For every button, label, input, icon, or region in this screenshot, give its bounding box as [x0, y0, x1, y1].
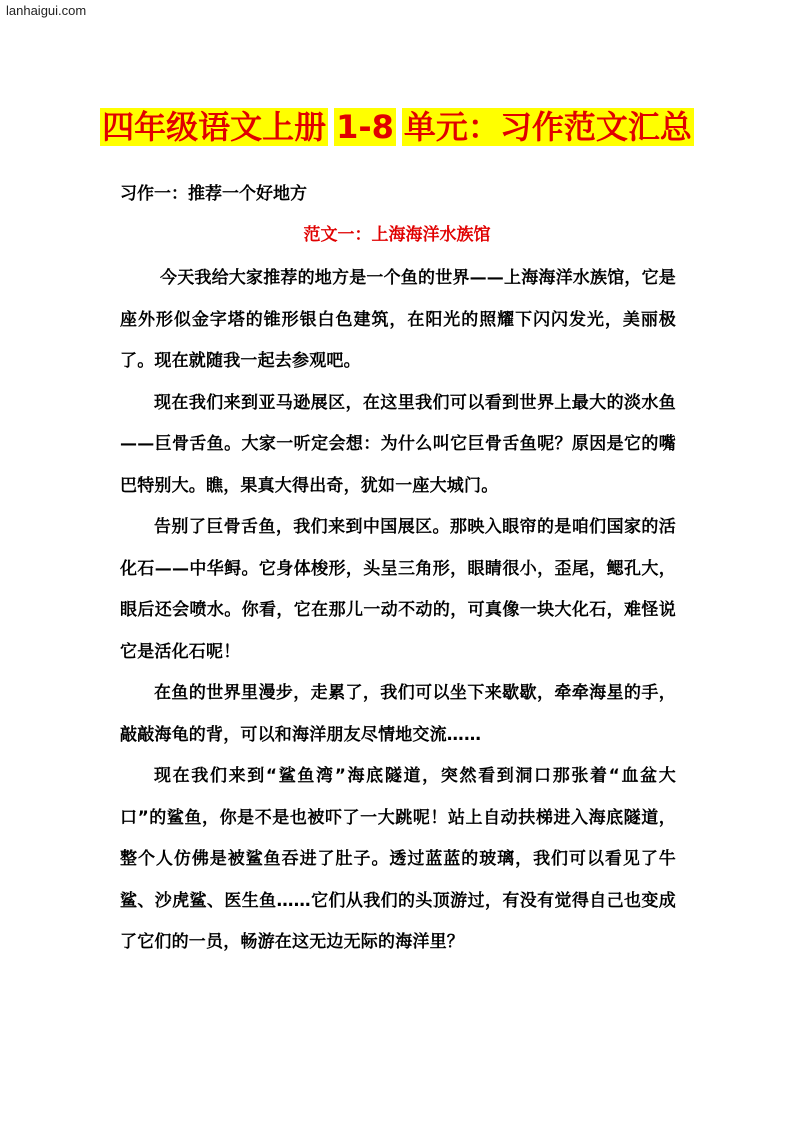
paragraph-5: 现在我们来到“鲨鱼湾”海底隧道，突然看到洞口那张着“血盆大口”的鲨鱼，你是不是也被吓了一大跳呢！站上自动扶梯进入海底隧道，整个人仿佛是被鲨鱼吞进了肚子。透过蓝蓝的玻璃，我们可以看见了牛鲨、沙虎鲨、医生鱼……它们从我们的头顶游过，有没有觉得自己也变成了它们的一员，畅游在这无边无际的海洋里？: [120, 766, 676, 952]
watermark-text: lanhaigui.com: [6, 3, 87, 18]
title-line: [100, 101, 694, 153]
paragraph-1: 今天我给大家推荐的地方是一个鱼的世界——上海海洋水族馆，它是座外形似金字塔的锥形银白色建筑，在阳光的照耀下闪闪发光，美丽极了。现在就随我一起去参观吧。: [120, 268, 676, 371]
document-title: [0, 101, 794, 153]
paragraph-2: 现在我们来到亚马逊展区，在这里我们可以看到世界上最大的淡水鱼——巨骨舌鱼。大家一听定会想：为什么叫它巨骨舌鱼呢？原因是它的嘴巴特别大。瞧，果真大得出奇，犹如一座大城门。: [120, 392, 676, 496]
paragraph-4: 在鱼的世界里漫步，走累了，我们可以坐下来歇歇，牵牵海星的手，敲敲海龟的背，可以和海洋朋友尽情地交流……: [120, 683, 676, 745]
title-part-2: 1-8: [336, 108, 394, 146]
title-part-3: 单元：习作范文汇总: [403, 108, 692, 146]
essay-body: [120, 258, 676, 964]
section-heading: 习作一：推荐一个好地方: [120, 184, 307, 204]
paragraph-3: 告别了巨骨舌鱼，我们来到中国展区。那映入眼帘的是咱们国家的活化石——中华鲟。它身体梭形，头呈三角形，眼睛很小，歪尾，鳃孔大，眼后还会喷水。你看，它在那儿一动不动的，可真像一块大化石，难怪说它是活化石呢！: [120, 517, 676, 662]
essay-title: 范文一：上海海洋水族馆: [303, 225, 491, 245]
title-part-1: 四年级语文上册: [102, 108, 327, 146]
